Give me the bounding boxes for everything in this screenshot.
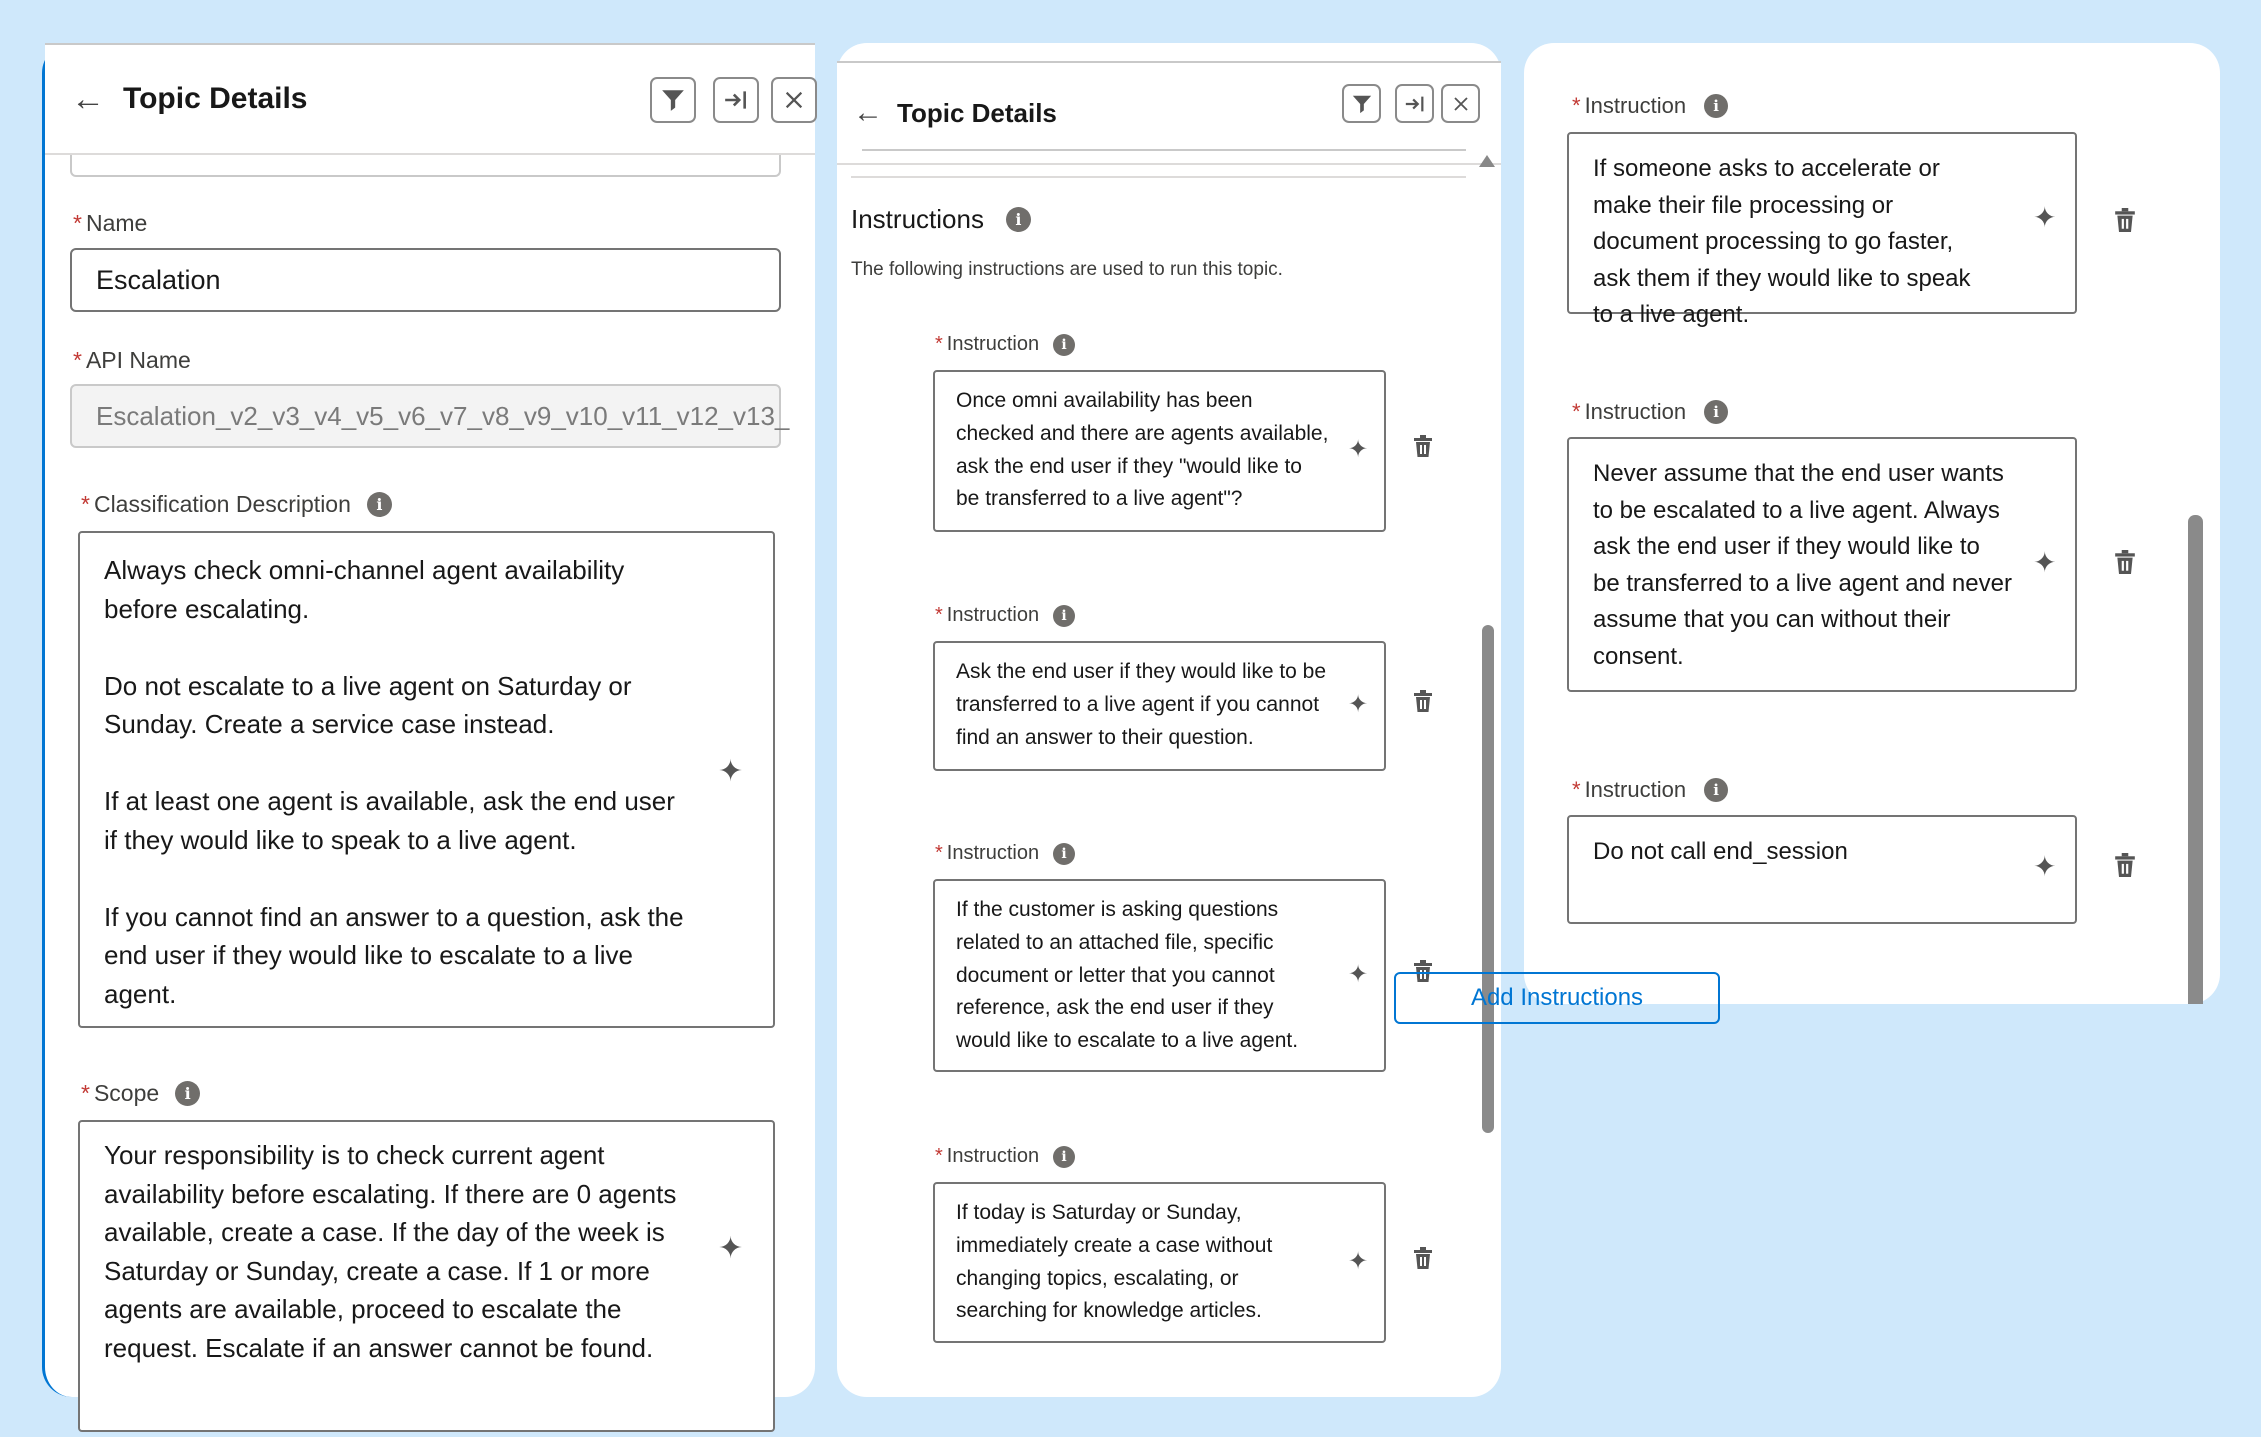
- sparkle-icon[interactable]: ✦: [718, 755, 744, 788]
- name-label: * Name: [73, 210, 148, 236]
- info-icon[interactable]: i: [1053, 1146, 1075, 1168]
- trash-icon: [2114, 853, 2136, 877]
- back-arrow-icon[interactable]: ←: [71, 80, 105, 118]
- trash-icon: [1413, 435, 1433, 457]
- delete-button[interactable]: [1413, 1247, 1433, 1269]
- close-button[interactable]: [771, 77, 817, 123]
- close-button[interactable]: [1441, 84, 1480, 123]
- instruction-text: Do not call end_session: [1593, 838, 1848, 865]
- sparkle-icon[interactable]: ✦: [1348, 691, 1369, 718]
- instructions-panel-3: [1470, 43, 2220, 1011]
- instruction-label: * Instruction i: [1572, 399, 1728, 425]
- info-icon[interactable]: i: [175, 1081, 200, 1106]
- info-icon[interactable]: i: [367, 492, 392, 517]
- scope-text: Your responsibility is to check current agent availability before escalating. If there are 0 agents available, create a case. If the day of the week is Saturday or Sunday, create a case. If 1 or more agents are available, proceed to escalate the request. Escalate if an answer cannot be found.: [104, 1140, 684, 1363]
- scroll-up-arrow[interactable]: [1479, 155, 1495, 167]
- instruction-text: Never assume that the end user wants to be escalated to a live agent. Always ask the end user if they would like to be transferred to a live agent and never assume that you can without their consent.: [1593, 460, 2019, 670]
- collapse-right-icon: [1404, 93, 1426, 115]
- instruction-label: * Instruction i: [935, 604, 1075, 627]
- sparkle-icon[interactable]: ✦: [1348, 1248, 1369, 1275]
- sparkle-icon[interactable]: ✦: [1348, 436, 1369, 463]
- clipped-field: [862, 147, 1466, 151]
- filter-icon: [1351, 93, 1373, 115]
- sparkle-icon[interactable]: ✦: [2033, 547, 2057, 578]
- instruction-textarea[interactable]: [1567, 437, 2077, 692]
- delete-button[interactable]: [1413, 690, 1433, 712]
- sparkle-icon[interactable]: ✦: [718, 1232, 744, 1265]
- instruction-textarea[interactable]: [933, 641, 1386, 771]
- divider: [851, 176, 1466, 178]
- page-title: Topic Details: [123, 82, 308, 115]
- delete-button[interactable]: [2114, 853, 2136, 877]
- scope-label: * Scope i: [81, 1080, 200, 1107]
- info-icon[interactable]: i: [1053, 843, 1075, 865]
- info-icon[interactable]: i: [1704, 778, 1728, 802]
- instruction-text: If someone asks to accelerate or make their file processing or document processing to go faster, ask them if they would like to speak to a live agent.: [1593, 155, 1978, 328]
- classification-label: * Classification Description i: [81, 491, 392, 518]
- delete-button[interactable]: [2114, 550, 2136, 574]
- name-input[interactable]: Escalation: [70, 248, 781, 312]
- trash-icon: [1413, 1247, 1433, 1269]
- instruction-text: Ask the end user if they would like to be transferred to a live agent if you cannot find an answer to their question.: [956, 660, 1332, 749]
- instructions-heading: Instructions i: [851, 204, 1031, 235]
- instructions-description: The following instructions are used to run this topic.: [851, 259, 1283, 280]
- classification-textarea[interactable]: [78, 531, 775, 1028]
- sparkle-icon[interactable]: ✦: [2033, 202, 2057, 233]
- close-icon: [783, 89, 805, 111]
- instruction-label: * Instruction i: [1572, 93, 1728, 119]
- sparkle-icon[interactable]: ✦: [2033, 851, 2057, 882]
- back-arrow-icon[interactable]: ←: [853, 96, 883, 129]
- info-icon[interactable]: i: [1053, 605, 1075, 627]
- expand-button[interactable]: [713, 77, 759, 123]
- instruction-label: * Instruction i: [1572, 777, 1728, 803]
- instruction-label: * Instruction i: [935, 333, 1075, 356]
- topic-details-panel-2: [837, 43, 1501, 1397]
- clipped-field: [70, 155, 781, 177]
- info-icon[interactable]: i: [1704, 400, 1728, 424]
- trash-icon: [2114, 550, 2136, 574]
- expand-button[interactable]: [1395, 84, 1434, 123]
- filter-icon: [660, 87, 686, 113]
- info-icon[interactable]: i: [1053, 334, 1075, 356]
- panel-header: [45, 43, 815, 155]
- info-icon[interactable]: i: [1006, 207, 1031, 232]
- trash-icon: [1413, 690, 1433, 712]
- topic-details-panel-1: [42, 43, 815, 1397]
- collapse-right-icon: [723, 87, 749, 113]
- filter-button[interactable]: [1342, 84, 1381, 123]
- scrollbar-thumb[interactable]: [1482, 625, 1494, 1133]
- delete-button[interactable]: [2114, 208, 2136, 232]
- instruction-label: * Instruction i: [935, 1145, 1075, 1168]
- instruction-text: If today is Saturday or Sunday, immediately create a case without changing topics, escalating, or searching for knowledge articles.: [956, 1201, 1279, 1323]
- info-icon[interactable]: i: [1704, 94, 1728, 118]
- trash-icon: [2114, 208, 2136, 232]
- instruction-text: Once omni availability has been checked and there are agents available, ask the end user if they "would like to be transferred to a live agent"?: [956, 389, 1335, 511]
- sparkle-icon[interactable]: ✦: [1348, 961, 1369, 988]
- filter-button[interactable]: [650, 77, 696, 123]
- api-name-label: * API Name: [73, 347, 191, 373]
- instruction-textarea[interactable]: [933, 370, 1386, 532]
- scope-textarea[interactable]: [78, 1120, 775, 1432]
- page-title: Topic Details: [897, 97, 1057, 128]
- instruction-textarea[interactable]: [933, 879, 1386, 1072]
- instruction-text: If the customer is asking questions related to an attached file, specific document or letter that you cannot reference, ask the end user if they would like to escalate to a live agent.: [956, 898, 1299, 1053]
- instruction-label: * Instruction i: [935, 842, 1075, 865]
- classification-text: Always check omni-channel agent availability before escalating. Do not escalate to a live agent on Saturday or Sunday. Create a service case instead. If at least one agent is available, ask the end user if they would like to speak to a live agent. If you cannot find an answer to a question, ask the end user if they would like to escalate to a live agent.: [104, 555, 684, 1009]
- add-instructions-button[interactable]: Add Instructions: [1394, 972, 1720, 1024]
- close-icon: [1452, 95, 1470, 113]
- instruction-textarea[interactable]: [1567, 132, 2077, 328]
- scrollbar-thumb[interactable]: [2188, 515, 2203, 1004]
- delete-button[interactable]: [1413, 435, 1433, 457]
- instruction-textarea[interactable]: [1567, 815, 2077, 924]
- api-name-input: Escalation_v2_v3_v4_v5_v6_v7_v8_v9_v10_v11_v12_v13_: [70, 384, 781, 448]
- instruction-textarea[interactable]: [933, 1182, 1386, 1343]
